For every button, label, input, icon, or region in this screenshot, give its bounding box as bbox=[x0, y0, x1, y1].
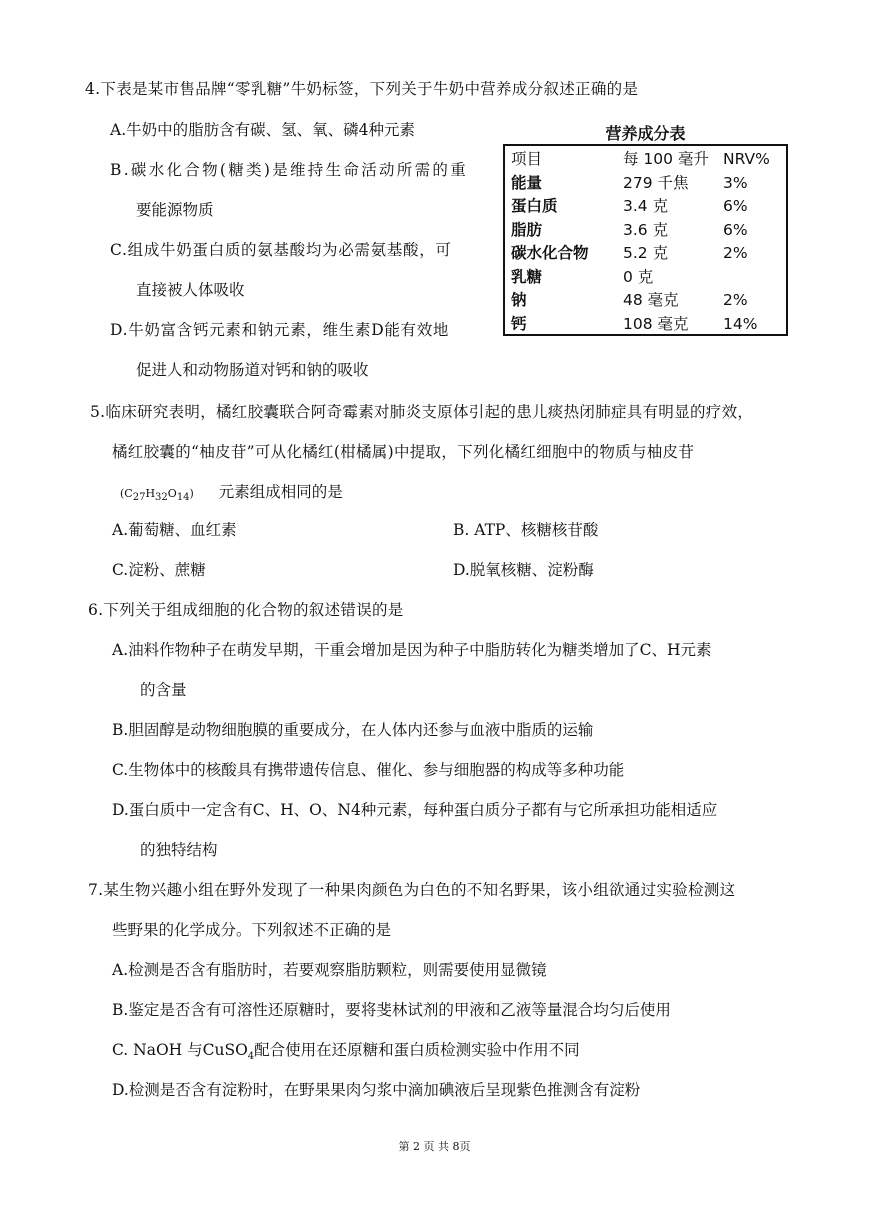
nutrition-amount: 279 千焦 bbox=[623, 173, 689, 192]
nutrition-amount: 3.6 克 bbox=[623, 220, 669, 239]
page-footer: 第 2 页 共 8页 bbox=[398, 1140, 471, 1153]
q5-option-a: A.葡萄糖、血红素 bbox=[112, 521, 237, 539]
q6-option-b: B.胆固醇是动物细胞膜的重要成分，在人体内还参与血液中脂质的运输 bbox=[112, 721, 594, 739]
nutrition-row bbox=[511, 289, 783, 313]
nutrition-item: 蛋白质 bbox=[511, 197, 558, 215]
q5-option-c: C.淀粉、蔗糖 bbox=[112, 561, 206, 579]
q5-formula: $(C_{27}H_{32}O_{14})$ bbox=[120, 487, 194, 504]
nutrition-row bbox=[511, 266, 783, 290]
nutrition-amount: 108 毫克 bbox=[623, 314, 689, 333]
nutrition-nrv: 14% bbox=[723, 314, 758, 333]
nutrition-nrv: 6% bbox=[723, 197, 748, 215]
q5-stem-line1: 5.临床研究表明，橘红胶囊联合阿奇霉素对肺炎支原体引起的患儿痰热闭肺症具有明显的疗效， bbox=[90, 403, 754, 421]
q5-stem-line3-text: 元素组成相同的是 bbox=[218, 483, 343, 501]
q4-stem: 4.下表是某市售品牌“零乳糖”牛奶标签，下列关于牛奶中营养成分叙述正确的是 bbox=[85, 80, 639, 98]
nutrition-row bbox=[511, 242, 783, 266]
nutrition-nrv: 2% bbox=[723, 291, 748, 309]
nutrition-table-title: 营养成分表 bbox=[605, 124, 686, 143]
nutrition-row bbox=[511, 219, 783, 243]
nutrition-item: 能量 bbox=[511, 173, 543, 192]
nutrition-header-item: 项目 bbox=[511, 150, 543, 168]
q4-option-b-cont: 要能源物质 bbox=[136, 201, 214, 219]
nutrition-row bbox=[511, 313, 783, 337]
nutrition-amount: 3.4 克 bbox=[623, 197, 669, 215]
q6-option-a: A.油料作物种子在萌发早期，干重会增加是因为种子中脂肪转化为糖类增加了C、H元素 bbox=[112, 641, 712, 659]
q4-option-d: D.牛奶富含钙元素和钠元素，维生素D能有效地 bbox=[110, 321, 450, 339]
q7-option-a: A.检测是否含有脂肪时，若要观察脂肪颗粒，则需要使用显微镜 bbox=[112, 961, 547, 979]
q7-stem-line1: 7.某生物兴趣小组在野外发现了一种果肉颜色为白色的不知名野果，该小组欲通过实验检测这 bbox=[88, 881, 736, 899]
nutrition-nrv: 2% bbox=[723, 244, 748, 262]
q5-stem-line3 bbox=[120, 482, 343, 508]
nutrition-nrv: 3% bbox=[723, 173, 748, 192]
nutrition-amount: 48 毫克 bbox=[623, 291, 679, 309]
nutrition-nrv bbox=[723, 266, 783, 290]
nutrition-row bbox=[511, 172, 783, 196]
nutrition-amount: 0 克 bbox=[623, 267, 654, 286]
nutrition-item: 脂肪 bbox=[511, 220, 543, 239]
q6-option-c: C.生物体中的核酸具有携带遗传信息、催化、参与细胞器的构成等多种功能 bbox=[112, 761, 625, 779]
q4-option-d-cont: 促进人和动物肠道对钙和钠的吸收 bbox=[136, 361, 369, 379]
q7-stem-line2: 些野果的化学成分。下列叙述不正确的是 bbox=[112, 921, 392, 939]
q6-option-d: D.蛋白质中一定含有C、H、O、N4种元素，每种蛋白质分子都有与它所承担功能相适应 bbox=[112, 801, 718, 819]
q7-option-d: D.检测是否含有淀粉时，在野果果肉匀浆中滴加碘液后呈现紫色推测含有淀粉 bbox=[112, 1081, 641, 1099]
q6-option-d-cont: 的独特结构 bbox=[140, 841, 218, 859]
q4-option-c: C.组成牛奶蛋白质的氨基酸均为必需氨基酸，可 bbox=[110, 241, 452, 259]
nutrition-header-nrv: NRV% bbox=[723, 150, 770, 168]
q5-stem-line2: 橘红胶囊的“柚皮苷”可从化橘红(柑橘属)中提取，下列化橘红细胞中的物质与柚皮苷 bbox=[112, 443, 695, 461]
nutrition-item: 碳水化合物 bbox=[511, 244, 589, 262]
nutrition-amount: 5.2 克 bbox=[623, 244, 669, 262]
q6-stem: 6.下列关于组成细胞的化合物的叙述错误的是 bbox=[88, 601, 404, 619]
q7-option-b: B.鉴定是否含有可溶性还原糖时，要将斐林试剂的甲液和乙液等量混合均匀后使用 bbox=[112, 1001, 671, 1019]
nutrition-table bbox=[503, 144, 788, 336]
nutrition-item: 钙 bbox=[511, 314, 527, 333]
nutrition-item: 乳糖 bbox=[511, 267, 543, 286]
q4-option-a: A.牛奶中的脂肪含有碳、氢、氧、磷4种元素 bbox=[110, 121, 415, 139]
nutrition-header-per100ml: 每 100 毫升 bbox=[623, 150, 709, 168]
nutrition-nrv: 6% bbox=[723, 220, 748, 239]
q4-option-c-cont: 直接被人体吸收 bbox=[136, 281, 245, 299]
q6-option-a-cont: 的含量 bbox=[140, 681, 187, 699]
q5-option-d: D.脱氧核糖、淀粉酶 bbox=[453, 561, 594, 579]
q5-option-b: B. ATP、核糖核苷酸 bbox=[453, 521, 599, 539]
nutrition-row bbox=[511, 195, 783, 219]
q7-option-c: C. NaOH 与CuSO$_4$配合使用在还原糖和蛋白质检测实验中作用不同 bbox=[112, 1041, 580, 1063]
nutrition-item: 钠 bbox=[511, 291, 527, 309]
q4-option-b: B.碳水化合物(糖类)是维持生命活动所需的重 bbox=[110, 161, 469, 179]
nutrition-header-row bbox=[511, 148, 783, 172]
